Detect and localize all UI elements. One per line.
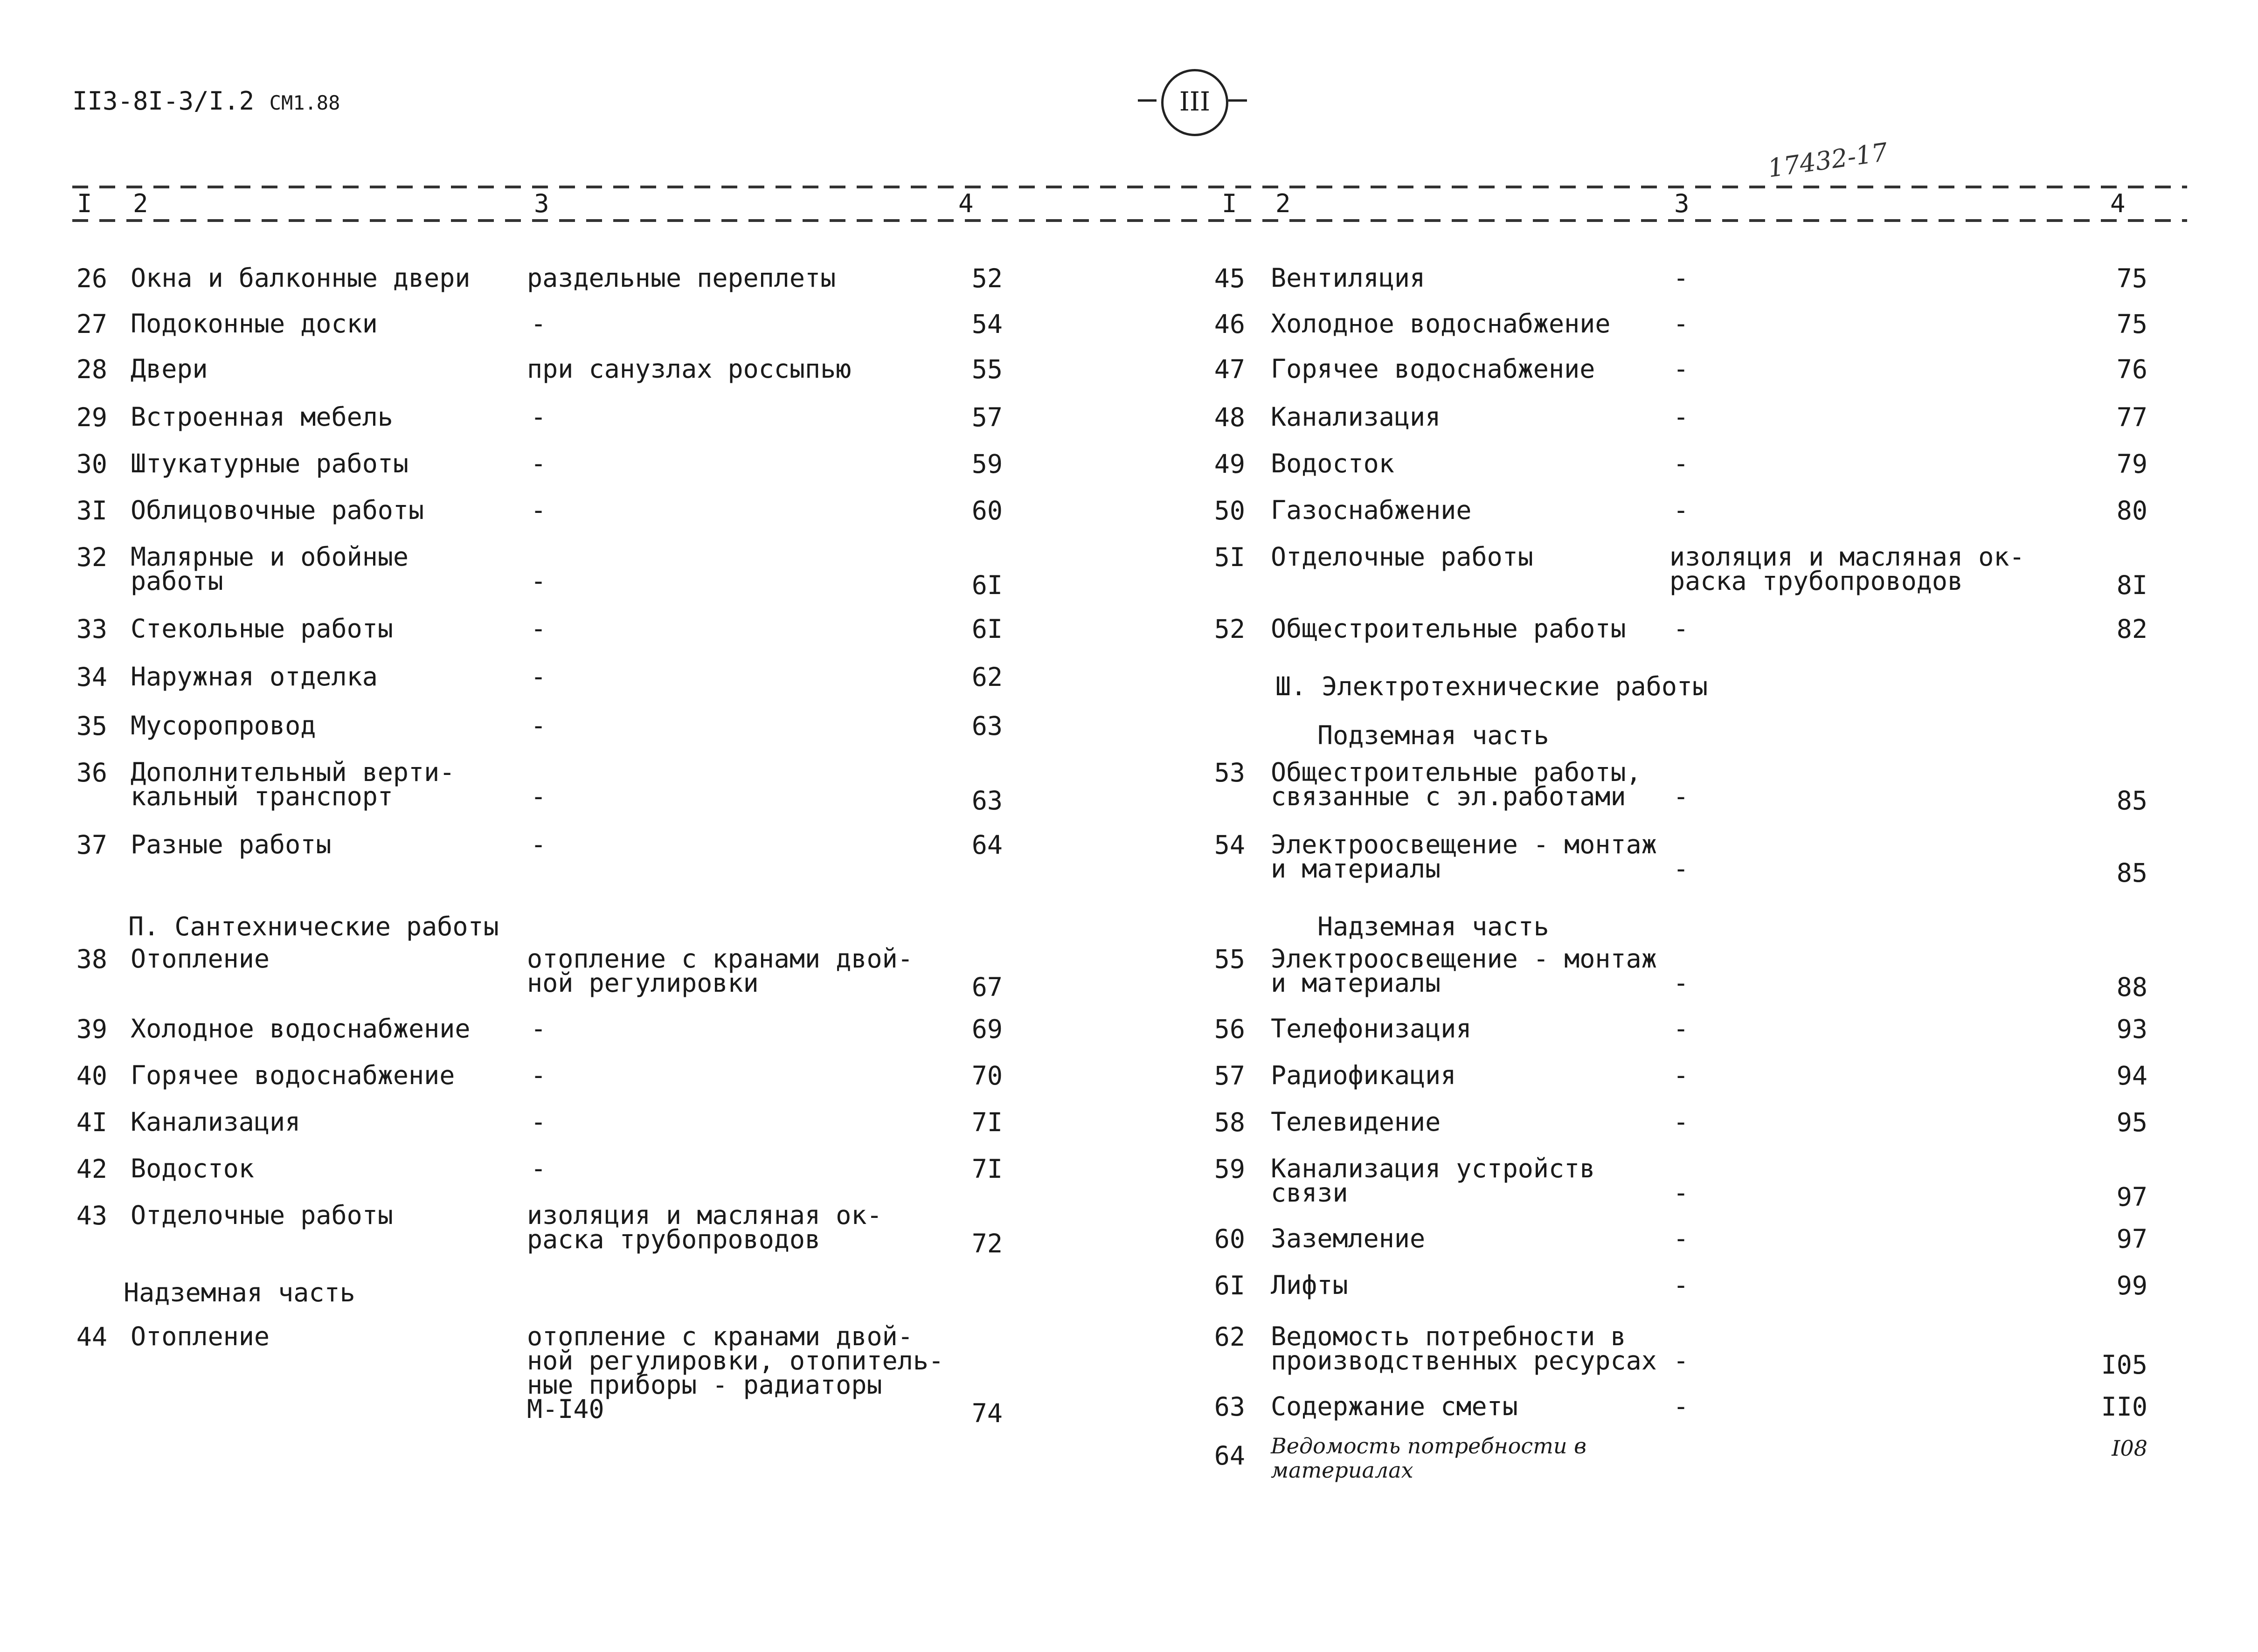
- row-page: 97: [2116, 1224, 2147, 1254]
- row-note: -: [531, 495, 547, 525]
- row-note: -: [531, 449, 547, 478]
- row-note: -: [1673, 614, 1689, 643]
- col-header-4-right: 4: [2110, 189, 2126, 218]
- row-number: 27: [76, 309, 107, 339]
- row-page: 70: [971, 1061, 1003, 1091]
- row-page: 79: [2116, 449, 2147, 479]
- page-number: III: [1161, 69, 1228, 136]
- row-title: Заземление: [1271, 1223, 1426, 1253]
- row-note: отопление с кранами двой- ной регулировки: [527, 944, 913, 998]
- section-heading: Подземная часть: [1317, 720, 1549, 750]
- row-note: -: [531, 614, 547, 643]
- row-number: 32: [76, 542, 107, 572]
- row-title: Ведомость потребности в материалах: [1271, 1433, 1586, 1483]
- row-title: Общестроительные работы, связанные с эл.работами: [1271, 757, 1642, 811]
- row-title: Стекольные работы: [131, 614, 393, 643]
- row-title: Мусоропровод: [131, 711, 316, 740]
- row-page: 60: [971, 496, 1003, 525]
- row-number: 30: [76, 449, 107, 479]
- row-page: I08: [2112, 1436, 2147, 1461]
- row-note: -: [1673, 1178, 1689, 1208]
- row-number: 39: [76, 1014, 107, 1044]
- row-number: 42: [76, 1154, 107, 1184]
- row-number: 5I: [1214, 542, 1245, 572]
- row-title: Дополнительный верти- кальный транспорт: [131, 757, 455, 811]
- col-header-1-right: I: [1222, 189, 1237, 218]
- row-title: Канализация: [131, 1107, 301, 1137]
- row-title: Телевидение: [1271, 1107, 1441, 1137]
- row-page: 85: [2116, 858, 2147, 888]
- row-title: Ведомость потребности в производственных ресурсах: [1271, 1321, 1657, 1376]
- row-number: 40: [76, 1061, 107, 1091]
- row-page: 6I: [971, 614, 1003, 644]
- row-title: Подоконные доски: [131, 309, 378, 339]
- row-title: Горячее водоснабжение: [1271, 354, 1595, 384]
- row-number: 60: [1214, 1224, 1245, 1254]
- document-code: [72, 86, 340, 116]
- row-note: при санузлах россыпью: [527, 354, 852, 384]
- row-number: 48: [1214, 402, 1245, 432]
- row-title: Водосток: [131, 1154, 254, 1183]
- row-page: 77: [2116, 402, 2147, 432]
- row-note: -: [1673, 1060, 1689, 1090]
- row-note: -: [1673, 781, 1689, 811]
- row-number: 6I: [1214, 1271, 1245, 1300]
- row-note: -: [531, 1060, 547, 1090]
- row-title: Окна и балконные двери: [131, 263, 471, 293]
- section-heading: П. Сантехнические работы: [128, 912, 499, 941]
- row-number: 52: [1214, 614, 1245, 644]
- row-number: 64: [1214, 1441, 1245, 1471]
- row-number: 43: [76, 1201, 107, 1230]
- row-page: 55: [971, 354, 1003, 384]
- row-page: 88: [2116, 972, 2147, 1002]
- row-number: 53: [1214, 758, 1245, 788]
- doc-revision: CM1.88: [269, 91, 340, 114]
- row-note: -: [1673, 1346, 1689, 1376]
- row-note: -: [531, 1014, 547, 1044]
- section-heading: Надземная часть: [124, 1278, 355, 1307]
- section-heading: Ш. Электротехнические работы: [1275, 671, 1708, 701]
- row-page: 75: [2116, 309, 2147, 339]
- row-number: 54: [1214, 830, 1245, 860]
- row-title: Лифты: [1271, 1270, 1348, 1300]
- row-number: 38: [76, 944, 107, 974]
- row-title: Отопление: [131, 1321, 270, 1351]
- col-header-2-right: 2: [1275, 189, 1291, 218]
- row-title: Канализация устройств связи: [1271, 1154, 1595, 1208]
- row-number: 37: [76, 830, 107, 860]
- header-rule-bottom: [72, 219, 2187, 222]
- row-title: Электроосвещение - монтаж и материалы: [1271, 944, 1657, 998]
- row-page: 95: [2116, 1107, 2147, 1137]
- row-title: Встроенная мебель: [131, 402, 393, 432]
- row-number: 26: [76, 263, 107, 293]
- row-note: -: [1673, 402, 1689, 432]
- row-note: -: [531, 1154, 547, 1183]
- row-note: -: [531, 1107, 547, 1137]
- row-page: 7I: [971, 1154, 1003, 1184]
- row-page: 99: [2116, 1271, 2147, 1300]
- row-title: Отопление: [131, 944, 270, 974]
- row-page: 64: [971, 830, 1003, 860]
- row-title: Холодное водоснабжение: [131, 1014, 471, 1044]
- row-note: -: [531, 662, 547, 691]
- row-note: -: [531, 781, 547, 811]
- row-number: 62: [1214, 1322, 1245, 1352]
- row-page: 93: [2116, 1014, 2147, 1044]
- row-page: 85: [2116, 786, 2147, 816]
- row-note: отопление с кранами двой- ной регулировки, отопитель- ные приборы - радиаторы М-I40: [527, 1321, 944, 1424]
- row-page: 63: [971, 786, 1003, 816]
- row-title: Водосток: [1271, 449, 1394, 478]
- row-title: Канализация: [1271, 402, 1441, 432]
- row-title: Горячее водоснабжение: [131, 1060, 455, 1090]
- row-note: раздельные переплеты: [527, 263, 836, 293]
- col-header-4-left: 4: [958, 189, 974, 218]
- row-page: 80: [2116, 496, 2147, 525]
- row-title: Холодное водоснабжение: [1271, 309, 1611, 339]
- row-title: Отделочные работы: [1271, 542, 1533, 572]
- row-note: -: [1673, 1391, 1689, 1421]
- row-note: -: [1673, 354, 1689, 384]
- row-page: 94: [2116, 1061, 2147, 1091]
- row-number: 47: [1214, 354, 1245, 384]
- row-page: 97: [2116, 1182, 2147, 1212]
- row-note: -: [1673, 263, 1689, 293]
- row-note: -: [1673, 1223, 1689, 1253]
- row-title: Отделочные работы: [131, 1200, 393, 1230]
- row-number: 55: [1214, 944, 1245, 974]
- row-note: -: [1673, 449, 1689, 478]
- row-page: 76: [2116, 354, 2147, 384]
- row-number: 59: [1214, 1154, 1245, 1184]
- row-note: -: [1673, 968, 1689, 998]
- row-note: -: [531, 711, 547, 740]
- row-title: Телефонизация: [1271, 1014, 1472, 1044]
- row-title: Общестроительные работы: [1271, 614, 1626, 643]
- row-page: II0: [2101, 1392, 2147, 1422]
- page-number-dash-left: [1138, 99, 1157, 102]
- row-number: 29: [76, 402, 107, 432]
- row-number: 56: [1214, 1014, 1245, 1044]
- handwritten-stamp: 17432-17: [1766, 137, 1890, 183]
- row-number: 50: [1214, 496, 1245, 525]
- row-page: I05: [2101, 1350, 2147, 1380]
- row-note: -: [1673, 1014, 1689, 1044]
- row-number: 58: [1214, 1107, 1245, 1137]
- row-note: -: [531, 309, 547, 339]
- col-header-3-right: 3: [1674, 189, 1690, 218]
- row-title: Двери: [131, 354, 208, 384]
- row-title: Облицовочные работы: [131, 495, 424, 525]
- row-page: 6I: [971, 570, 1003, 600]
- doc-code-text: II3-8I-3/I.2: [72, 86, 255, 116]
- page-number-dash-right: [1228, 99, 1247, 102]
- row-number: 36: [76, 758, 107, 788]
- row-number: 57: [1214, 1061, 1245, 1091]
- header-rule-top: [72, 186, 2187, 188]
- row-note: -: [531, 402, 547, 432]
- row-title: Малярные и обойные работы: [131, 542, 409, 596]
- row-page: 62: [971, 662, 1003, 692]
- row-title: Газоснабжение: [1271, 495, 1472, 525]
- row-page: 54: [971, 309, 1003, 339]
- row-page: 72: [971, 1229, 1003, 1258]
- row-number: 4I: [76, 1107, 107, 1137]
- row-note: изоляция и масляная ок- раска трубопроводов: [1669, 542, 2025, 596]
- row-page: 52: [971, 263, 1003, 293]
- row-page: 8I: [2116, 570, 2147, 600]
- row-note: -: [1673, 495, 1689, 525]
- row-number: 46: [1214, 309, 1245, 339]
- row-note: -: [1673, 854, 1689, 884]
- col-header-2-left: 2: [133, 189, 148, 218]
- section-heading: Надземная часть: [1317, 912, 1549, 941]
- row-title: Содержание сметы: [1271, 1391, 1518, 1421]
- row-number: 49: [1214, 449, 1245, 479]
- row-page: 74: [971, 1398, 1003, 1428]
- row-note: изоляция и масляная ок- раска трубопроводов: [527, 1200, 882, 1254]
- row-page: 59: [971, 449, 1003, 479]
- row-page: 67: [971, 972, 1003, 1002]
- row-number: 35: [76, 711, 107, 741]
- row-number: 63: [1214, 1392, 1245, 1422]
- row-number: 45: [1214, 263, 1245, 293]
- row-title: Разные работы: [131, 829, 332, 859]
- row-number: 44: [76, 1322, 107, 1352]
- row-note: -: [1673, 309, 1689, 339]
- row-title: Радиофикация: [1271, 1060, 1456, 1090]
- row-number: 3I: [76, 496, 107, 525]
- row-page: 82: [2116, 614, 2147, 644]
- row-page: 57: [971, 402, 1003, 432]
- row-note: -: [1673, 1270, 1689, 1300]
- row-note: -: [1673, 1107, 1689, 1137]
- row-page: 69: [971, 1014, 1003, 1044]
- row-note: -: [531, 829, 547, 859]
- row-number: 33: [76, 614, 107, 644]
- row-title: Вентиляция: [1271, 263, 1426, 293]
- row-title: Штукатурные работы: [131, 449, 409, 478]
- row-note: -: [531, 566, 547, 596]
- col-header-3-left: 3: [534, 189, 549, 218]
- col-header-1-left: I: [77, 189, 92, 218]
- row-page: 7I: [971, 1107, 1003, 1137]
- row-number: 28: [76, 354, 107, 384]
- row-page: 75: [2116, 263, 2147, 293]
- row-title: Электроосвещение - монтаж и материалы: [1271, 829, 1657, 884]
- row-page: 63: [971, 711, 1003, 741]
- row-number: 34: [76, 662, 107, 692]
- row-title: Наружная отделка: [131, 662, 378, 691]
